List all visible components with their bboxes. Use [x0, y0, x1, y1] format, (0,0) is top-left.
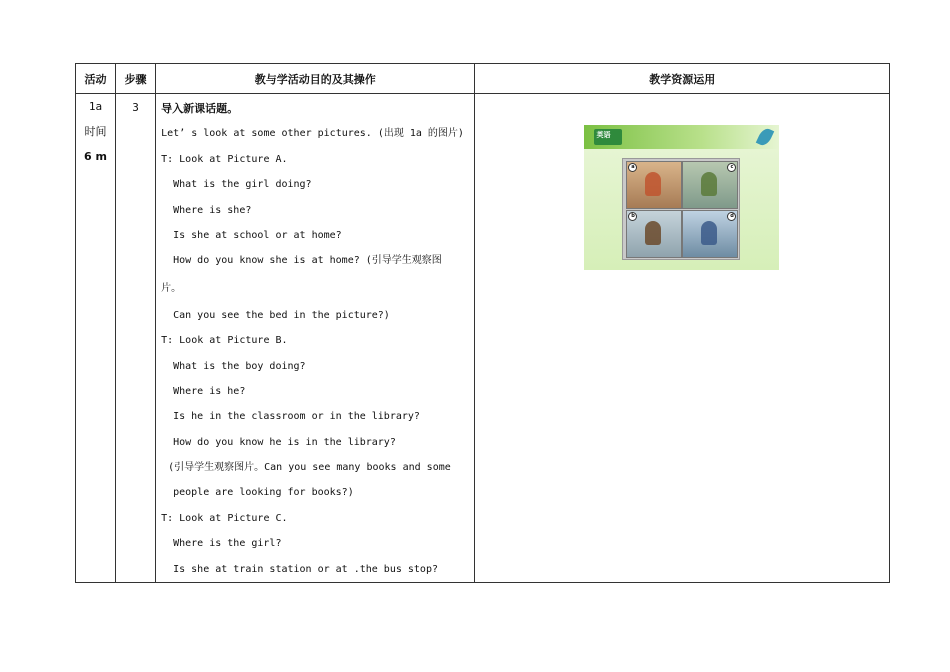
operation-line: T: Look at Picture C. [161, 512, 288, 524]
operation-line: Is she at train station or at .the bus stop? [173, 563, 438, 575]
operation-line: How do you know he is in the library? [173, 436, 396, 448]
operation-line: What is the boy doing? [173, 360, 306, 372]
operation-line: Where is the girl? [173, 538, 282, 550]
header-operation: 教与学活动目的及其操作 [156, 64, 475, 94]
activity-cell [76, 94, 116, 583]
operation-line: people are looking for books?) [173, 487, 354, 499]
operation-line: T: Look at Picture B. [161, 335, 288, 347]
header-resource: 教学资源运用 [475, 64, 890, 94]
header-step: 步骤 [116, 64, 156, 94]
operation-line: (引导学生观察图片。Can you see many books and some [168, 462, 451, 474]
operation-line: How do you know she is at home? (引导学生观察图 [173, 255, 442, 267]
operation-cell [156, 94, 475, 583]
operation-line: What is the girl doing? [173, 179, 312, 191]
resource-cell [475, 94, 890, 583]
picture-tag-b: b [628, 212, 637, 221]
operation-line: Where is she? [173, 204, 252, 216]
activity-time-label: 时间 [84, 125, 107, 138]
operation-line: Where is he? [173, 385, 246, 397]
operation-line: 片。 [161, 282, 182, 294]
picture-b [626, 210, 682, 258]
operation-line: T: Look at Picture A. [161, 153, 288, 165]
table-header-row [76, 64, 890, 94]
slide-thumbnail [584, 125, 779, 270]
picture-c [682, 161, 738, 209]
operation-line: Let’ s look at some other pictures. (出现 1a 的图片) [161, 128, 464, 140]
operation-line: Is she at school or at home? [173, 229, 342, 241]
step-cell [116, 94, 156, 583]
activity-code: 1a [88, 100, 103, 113]
step-number: 3 [132, 101, 139, 114]
picture-tag-d: d [727, 212, 736, 221]
boy-figure-icon [701, 221, 717, 245]
picture-tag-c: c [727, 163, 736, 172]
header-activity: 活动 [76, 64, 116, 94]
boy-figure-icon [645, 221, 661, 245]
lesson-plan-table [75, 63, 890, 583]
table-row [76, 94, 890, 583]
girl-figure-icon [645, 172, 661, 196]
picture-grid [622, 158, 740, 260]
picture-a [626, 161, 682, 209]
operation-line: Is he in the classroom or in the library? [173, 411, 420, 423]
picture-d [682, 210, 738, 258]
girl-figure-icon [701, 172, 717, 196]
textbook-logo-text: 英语 [596, 131, 611, 139]
operation-line: Can you see the bed in the picture?) [173, 309, 390, 321]
picture-tag-a: a [628, 163, 637, 172]
operation-title: 导入新课话题。 [161, 102, 239, 115]
activity-duration: 6 m [84, 150, 107, 163]
